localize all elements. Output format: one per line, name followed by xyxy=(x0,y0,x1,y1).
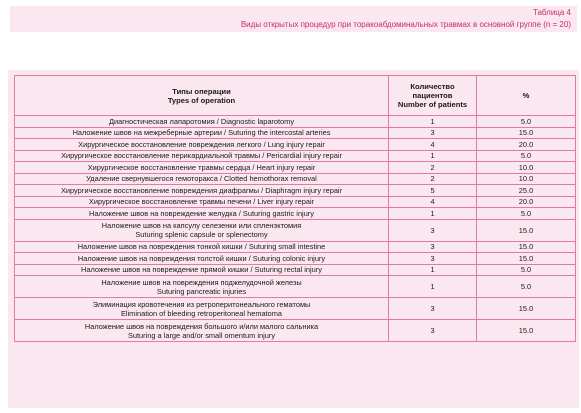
cell-operation xyxy=(15,196,389,208)
table-row xyxy=(15,208,576,220)
cell-patient-count: 3 xyxy=(389,241,477,253)
header-count-line1: Количество xyxy=(410,82,455,91)
cell-operation xyxy=(15,185,389,197)
header-percent: % xyxy=(477,76,576,116)
cell-patient-count: 2 xyxy=(389,162,477,174)
cell-operation xyxy=(15,127,389,139)
header-patient-count xyxy=(389,76,477,116)
operation-text: Хирургическое восстановление травмы печени / Liver injury repair xyxy=(88,197,315,207)
header-types-ru: Типы операции xyxy=(172,86,231,96)
table-row xyxy=(15,162,576,174)
cell-percent: 15.0 xyxy=(477,298,576,320)
cell-percent: 5.0 xyxy=(477,150,576,162)
cell-percent: 15.0 xyxy=(477,253,576,265)
operation-text: Наложение швов на межреберные артерии / Suturing the intercostal arteries xyxy=(72,128,331,138)
cell-percent: 10.0 xyxy=(477,162,576,174)
cell-operation xyxy=(15,276,389,298)
table-row xyxy=(15,241,576,253)
operation-text: Хирургическое восстановление травмы сердца / Heart injury repair xyxy=(87,162,316,172)
operation-text: Диагностическая лапаротомия / Diagnostic laparotomy xyxy=(108,116,295,126)
operation-text: Удаление свернувшегося гемоторакса / Clotted hemothorax removal xyxy=(86,174,317,184)
header-count-line2: пациентов xyxy=(412,91,453,100)
table-row xyxy=(15,185,576,197)
table-row xyxy=(15,219,576,241)
cell-operation xyxy=(15,253,389,265)
table-container xyxy=(8,70,579,408)
table-row xyxy=(15,139,576,151)
cell-operation xyxy=(15,116,389,128)
cell-patient-count: 3 xyxy=(389,253,477,265)
cell-percent: 15.0 xyxy=(477,127,576,139)
cell-percent: 20.0 xyxy=(477,196,576,208)
table-row xyxy=(15,116,576,128)
cell-patient-count: 3 xyxy=(389,298,477,320)
table-header-row xyxy=(15,76,576,116)
cell-patient-count: 2 xyxy=(389,173,477,185)
table-row xyxy=(15,253,576,265)
operation-text: Наложение швов на повреждение желудка / Suturing gastric injury xyxy=(89,208,314,218)
operation-text: Suturing a large and/or small omentum injury xyxy=(127,330,276,340)
operation-text: Элиминация кровотечения из ретроперитонеального гематомы xyxy=(92,299,311,309)
operation-text: Наложение швов на повреждения большого и/или малого сальника xyxy=(84,321,319,331)
table-row xyxy=(15,173,576,185)
operation-text: Наложение швов на повреждения поджелудочной железы xyxy=(101,277,302,287)
operation-text: Elimination of bleeding retroperitoneal hematoma xyxy=(120,308,283,318)
cell-percent: 25.0 xyxy=(477,185,576,197)
table-row xyxy=(15,276,576,298)
cell-patient-count: 3 xyxy=(389,219,477,241)
table-row xyxy=(15,196,576,208)
operation-text: Хирургическое восстановление повреждения легкого / Lung injury repair xyxy=(78,139,325,149)
cell-operation xyxy=(15,173,389,185)
operation-text: Suturing splenic capsule or splenectomy xyxy=(135,230,268,239)
table-body xyxy=(15,116,576,342)
cell-patient-count: 3 xyxy=(389,320,477,342)
operation-text: Наложение швов на повреждение прямой кишки / Suturing rectal injury xyxy=(81,265,322,275)
cell-operation xyxy=(15,150,389,162)
cell-percent: 15.0 xyxy=(477,219,576,241)
cell-patient-count: 4 xyxy=(389,196,477,208)
operation-text: Наложение швов на повреждения тонкой кишки / Suturing small intestine xyxy=(77,242,326,252)
cell-operation xyxy=(15,162,389,174)
cell-patient-count: 4 xyxy=(389,139,477,151)
table-row xyxy=(15,320,576,342)
cell-percent: 15.0 xyxy=(477,320,576,342)
header-count-line3: Number of patients xyxy=(397,100,468,109)
operation-text: Suturing pancreatic injuries xyxy=(156,286,247,296)
cell-patient-count: 1 xyxy=(389,276,477,298)
cell-patient-count: 1 xyxy=(389,264,477,276)
table-row xyxy=(15,150,576,162)
cell-operation xyxy=(15,298,389,320)
table-row xyxy=(15,298,576,320)
cell-operation xyxy=(15,208,389,220)
cell-percent: 5.0 xyxy=(477,116,576,128)
cell-percent: 5.0 xyxy=(477,208,576,220)
operation-text: Хирургическое восстановление повреждения диафрагмы / Diaphragm injury repair xyxy=(60,185,343,195)
header-types-of-operation xyxy=(15,76,389,116)
cell-operation xyxy=(15,219,389,241)
cell-patient-count: 1 xyxy=(389,150,477,162)
cell-percent: 5.0 xyxy=(477,264,576,276)
cell-patient-count: 1 xyxy=(389,208,477,220)
table-row xyxy=(15,127,576,139)
table-caption xyxy=(10,6,577,32)
operations-table xyxy=(14,75,576,342)
cell-operation xyxy=(15,264,389,276)
table-title: Виды открытых процедур при торакоабдоминальных травмах в основной группе (n = 20) xyxy=(240,20,571,29)
cell-patient-count: 1 xyxy=(389,116,477,128)
table-row xyxy=(15,264,576,276)
operation-text: Наложение швов на капсулу селезенки или спленэктомия xyxy=(101,221,302,230)
cell-percent: 5.0 xyxy=(477,276,576,298)
cell-operation xyxy=(15,139,389,151)
table-number: Таблица 4 xyxy=(532,8,571,17)
cell-percent: 15.0 xyxy=(477,241,576,253)
operation-text: Хирургическое восстановление перикардиальной травмы / Pericardial injury repair xyxy=(61,151,342,161)
cell-percent: 10.0 xyxy=(477,173,576,185)
header-types-en: Types of operation xyxy=(167,95,236,105)
cell-patient-count: 3 xyxy=(389,127,477,139)
operation-text: Наложение швов на повреждения толстой кишки / Suturing colonic injury xyxy=(77,253,326,263)
cell-operation xyxy=(15,320,389,342)
cell-patient-count: 5 xyxy=(389,185,477,197)
cell-operation xyxy=(15,241,389,253)
cell-percent: 20.0 xyxy=(477,139,576,151)
